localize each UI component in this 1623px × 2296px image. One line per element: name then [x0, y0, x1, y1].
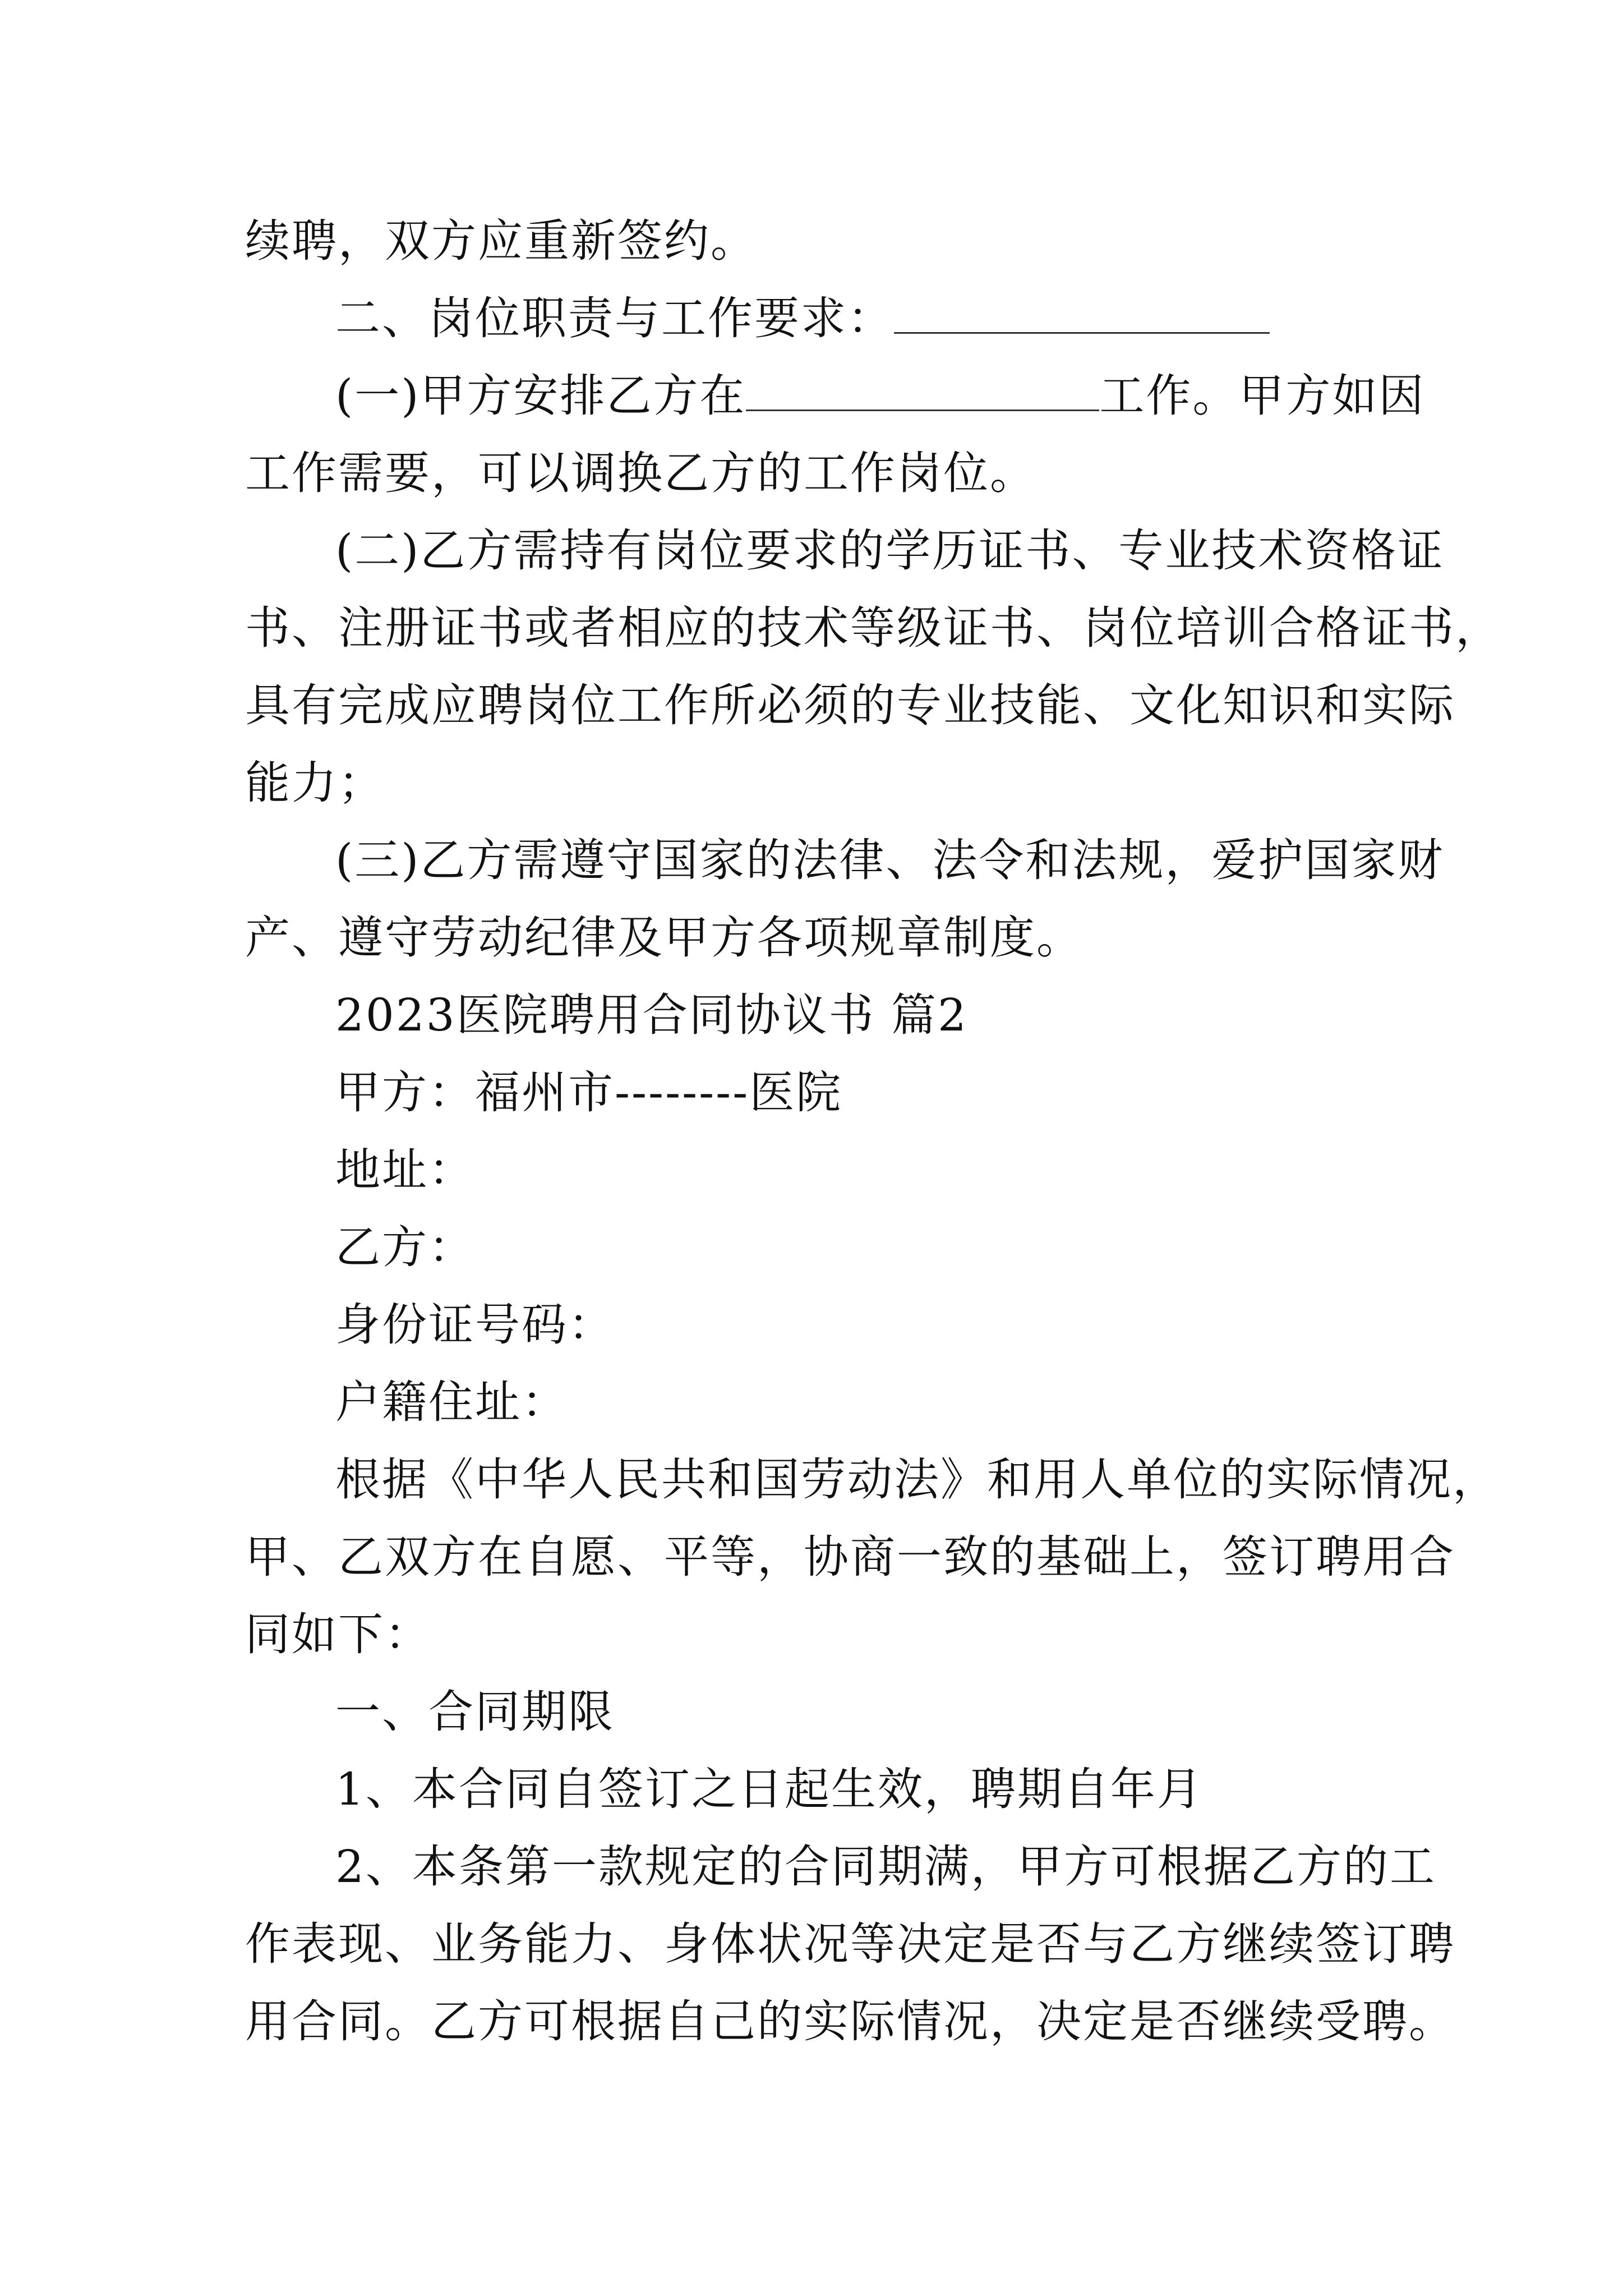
text-line: [335, 1297, 1507, 1353]
text-line: [335, 523, 1507, 579]
line-text: 乙方：: [335, 1221, 475, 1273]
fill-in-blank: [894, 293, 1270, 334]
text-line: [335, 1452, 1507, 1508]
line-text: 二、岗位职责与工作要求：: [335, 292, 894, 344]
line-text: 一、合同期限: [335, 1686, 615, 1738]
text-line: [245, 1916, 1455, 1972]
line-text: 工作。甲方如因: [1099, 370, 1426, 422]
text-line: [335, 832, 1507, 889]
text-line: [335, 368, 1507, 424]
line-text: 续聘，双方应重新签约。: [245, 215, 757, 267]
text-line: [245, 213, 1417, 269]
text-line: [245, 445, 1417, 501]
line-text: 户籍住址：: [335, 1376, 568, 1428]
fill-in-blank: [746, 370, 1099, 411]
line-text: 具有完成应聘岗位工作所必须的专业技能、文化知识和实际: [245, 679, 1455, 731]
line-text: 产、遵守劳动纪律及甲方各项规章制度。: [245, 912, 1083, 964]
text-line: [245, 755, 1417, 811]
line-text: 身份证号码：: [335, 1299, 615, 1351]
text-line: [245, 1994, 1455, 2050]
text-line: [335, 1220, 1507, 1276]
line-text: 能力；: [245, 757, 385, 809]
line-text: 1、本合同自签订之日起生效，聘期自年月: [335, 1763, 1204, 1815]
text-line: [335, 1761, 1507, 1818]
line-text: 2、本条第一款规定的合同期满，甲方可根据乙方的工: [335, 1841, 1436, 1893]
line-text: 甲、乙双方在自愿、平等，协商一致的基础上，签订聘用合: [245, 1531, 1455, 1583]
text-line: [335, 1065, 1507, 1121]
section-heading-text: 2023医院聘用合同协议书 篇2: [335, 989, 968, 1041]
text-line: [335, 1374, 1507, 1430]
line-text: 工作需要，可以调换乙方的工作岗位。: [245, 447, 1036, 499]
line-text: 甲方：福州市--------医院: [335, 1066, 843, 1119]
text-line: [245, 1607, 1417, 1663]
text-line: [335, 1839, 1507, 1895]
text-line: [245, 1529, 1455, 1585]
line-text: 作表现、业务能力、身体状况等决定是否与乙方继续签订聘: [245, 1918, 1455, 1970]
line-text: 同如下：: [245, 1608, 431, 1660]
line-text: 根据《中华人民共和国劳动法》和用人单位的实际情况，: [335, 1453, 1499, 1506]
text-line: [335, 1684, 1507, 1740]
line-text: (一)甲方安排乙方在: [335, 370, 746, 422]
text-line: [335, 291, 1507, 347]
text-line: [245, 600, 1502, 656]
line-text: 地址：: [335, 1144, 475, 1196]
line-text: 书、注册证书或者相应的技术等级证书、岗位培训合格证书，: [245, 602, 1502, 654]
line-text: (三)乙方需遵守国家的法律、法令和法规，爱护国家财: [335, 834, 1445, 886]
text-line: [245, 910, 1417, 966]
section-heading: [335, 987, 1507, 1043]
line-text: (二)乙方需持有岗位要求的学历证书、专业技术资格证: [335, 524, 1445, 577]
line-text: 用合同。乙方可根据自己的实际情况，决定是否继续受聘。: [245, 1995, 1455, 2047]
text-line: [335, 1142, 1507, 1198]
text-line: [245, 678, 1455, 734]
